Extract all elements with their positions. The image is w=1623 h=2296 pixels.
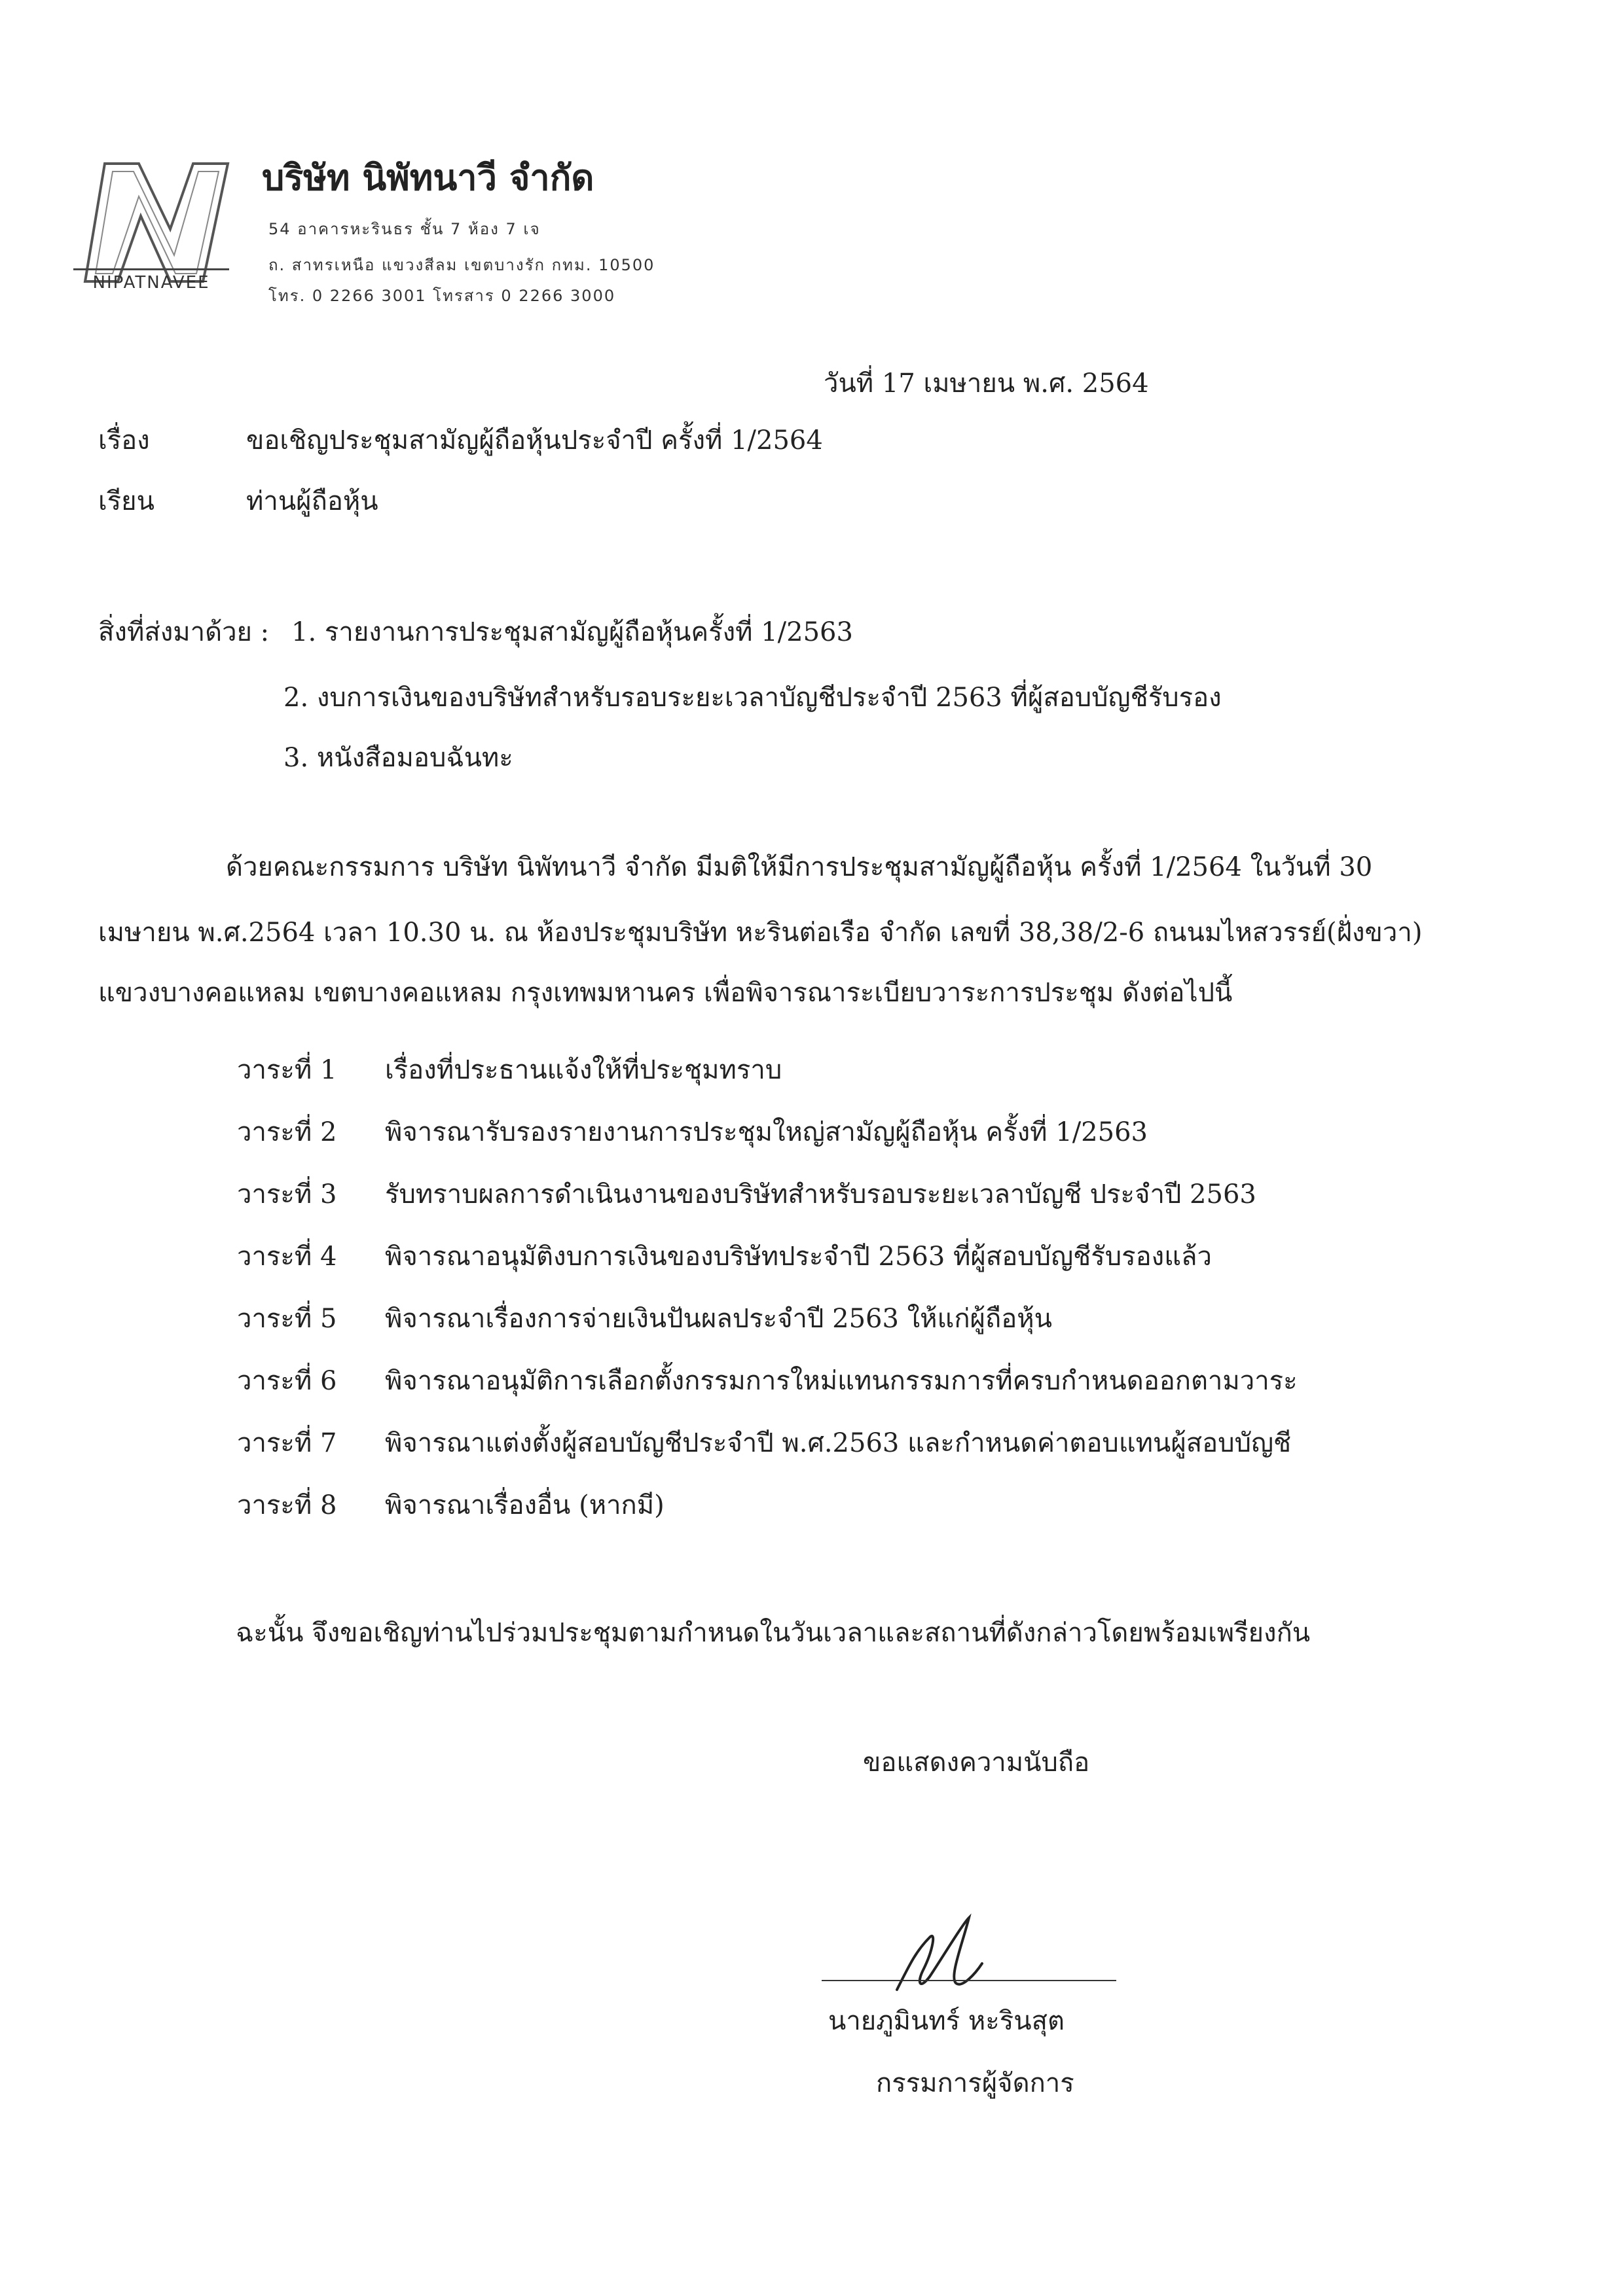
agenda-item: พิจารณาเรื่องการจ่ายเงินปันผลประจำปี 2563 ให้แก่ผู้ถือหุ้น (385, 1304, 1052, 1334)
agenda-number: วาระที่ 6 (237, 1366, 337, 1396)
agenda-item: พิจารณารับรองรายงานการประชุมใหญ่สามัญผู้ถือหุ้น ครั้งที่ 1/2563 (385, 1117, 1148, 1147)
company-name: บริษัท นิพัทนาวี จำกัด (262, 157, 594, 198)
body-line: แขวงบางคอแหลม เขตบางคอแหลม กรุงเทพมหานคร เพื่อพิจารณาระเบียบวาระการประชุม ดังต่อไปนี้ (98, 978, 1233, 1008)
recipient-label: เรียน (98, 486, 155, 516)
enclosure-item: 1. รายงานการประชุมสามัญผู้ถือหุ้นครั้งที่ 1/2563 (291, 617, 853, 647)
body-line: เมษายน พ.ศ.2564 เวลา 10.30 น. ณ ห้องประชุมบริษัท หะรินต่อเรือ จำกัด เลขที่ 38,38/2-6 ถนนมไหสวรรย์(ฝั่งขวา) (98, 918, 1423, 948)
handwritten-signature (871, 1911, 1002, 2003)
logo-wordmark: NIPATNAVEE (73, 268, 229, 293)
agenda-number: วาระที่ 7 (237, 1428, 337, 1458)
company-address-line-1: 54 อาคารหะรินธร ชั้น 7 ห้อง 7 เจ (268, 220, 541, 238)
agenda-number: วาระที่ 8 (237, 1490, 337, 1520)
recipient-text: ท่านผู้ถือหุ้น (246, 486, 378, 516)
agenda-number: วาระที่ 2 (237, 1117, 337, 1147)
agenda-number: วาระที่ 1 (237, 1055, 337, 1085)
enclosures-label: สิ่งที่ส่งมาด้วย : (98, 617, 270, 647)
agenda-item: พิจารณาแต่งตั้งผู้สอบบัญชีประจำปี พ.ศ.2563 และกำหนดค่าตอบแทนผู้สอบบัญชี (385, 1428, 1292, 1458)
agenda-number: วาระที่ 5 (237, 1304, 337, 1334)
company-phone-fax: โทร. 0 2266 3001 โทรสาร 0 2266 3000 (268, 287, 616, 305)
subject-label: เรื่อง (98, 425, 150, 456)
agenda-item: รับทราบผลการดำเนินงานของบริษัทสำหรับรอบระยะเวลาบัญชี ประจำปี 2563 (385, 1179, 1256, 1210)
agenda-number: วาระที่ 3 (237, 1179, 337, 1210)
agenda-item: พิจารณาอนุมัติการเลือกตั้งกรรมการใหม่แทนกรรมการที่ครบกำหนดออกตามวาระ (385, 1366, 1298, 1396)
agenda-item: พิจารณาเรื่องอื่น (หากมี) (385, 1490, 665, 1520)
signatory-title: กรรมการผู้จัดการ (876, 2068, 1074, 2098)
enclosure-item: 3. หนังสือมอบฉันทะ (283, 743, 513, 773)
body-line: ด้วยคณะกรรมการ บริษัท นิพัทนาวี จำกัด มีมติให้มีการประชุมสามัญผู้ถือหุ้น ครั้งที่ 1/2564 ในวันที่ 30 (226, 852, 1373, 882)
letter-date: วันที่ 17 เมษายน พ.ศ. 2564 (824, 368, 1149, 399)
signatory-name: นายภูมินทร์ หะรินสุต (828, 2006, 1065, 2036)
agenda-number: วาระที่ 4 (237, 1242, 337, 1272)
company-address-line-2: ถ. สาทรเหนือ แขวงสีลม เขตบางรัก กทม. 10500 (268, 256, 655, 274)
closing-paragraph: ฉะนั้น จึงขอเชิญท่านไปร่วมประชุมตามกำหนดในวันเวลาและสถานที่ดังกล่าวโดยพร้อมเพรียงกัน (236, 1618, 1311, 1648)
agenda-item: พิจารณาอนุมัติงบการเงินของบริษัทประจำปี 2563 ที่ผู้สอบบัญชีรับรองแล้ว (385, 1242, 1212, 1272)
enclosure-item: 2. งบการเงินของบริษัทสำหรับรอบระยะเวลาบัญชีประจำปี 2563 ที่ผู้สอบบัญชีรับรอง (283, 683, 1222, 713)
subject-text: ขอเชิญประชุมสามัญผู้ถือหุ้นประจำปี ครั้งที่ 1/2564 (246, 425, 823, 456)
signature-line (822, 1980, 1116, 1981)
complimentary-close: ขอแสดงความนับถือ (863, 1748, 1090, 1778)
agenda-item: เรื่องที่ประธานแจ้งให้ที่ประชุมทราบ (385, 1055, 782, 1085)
